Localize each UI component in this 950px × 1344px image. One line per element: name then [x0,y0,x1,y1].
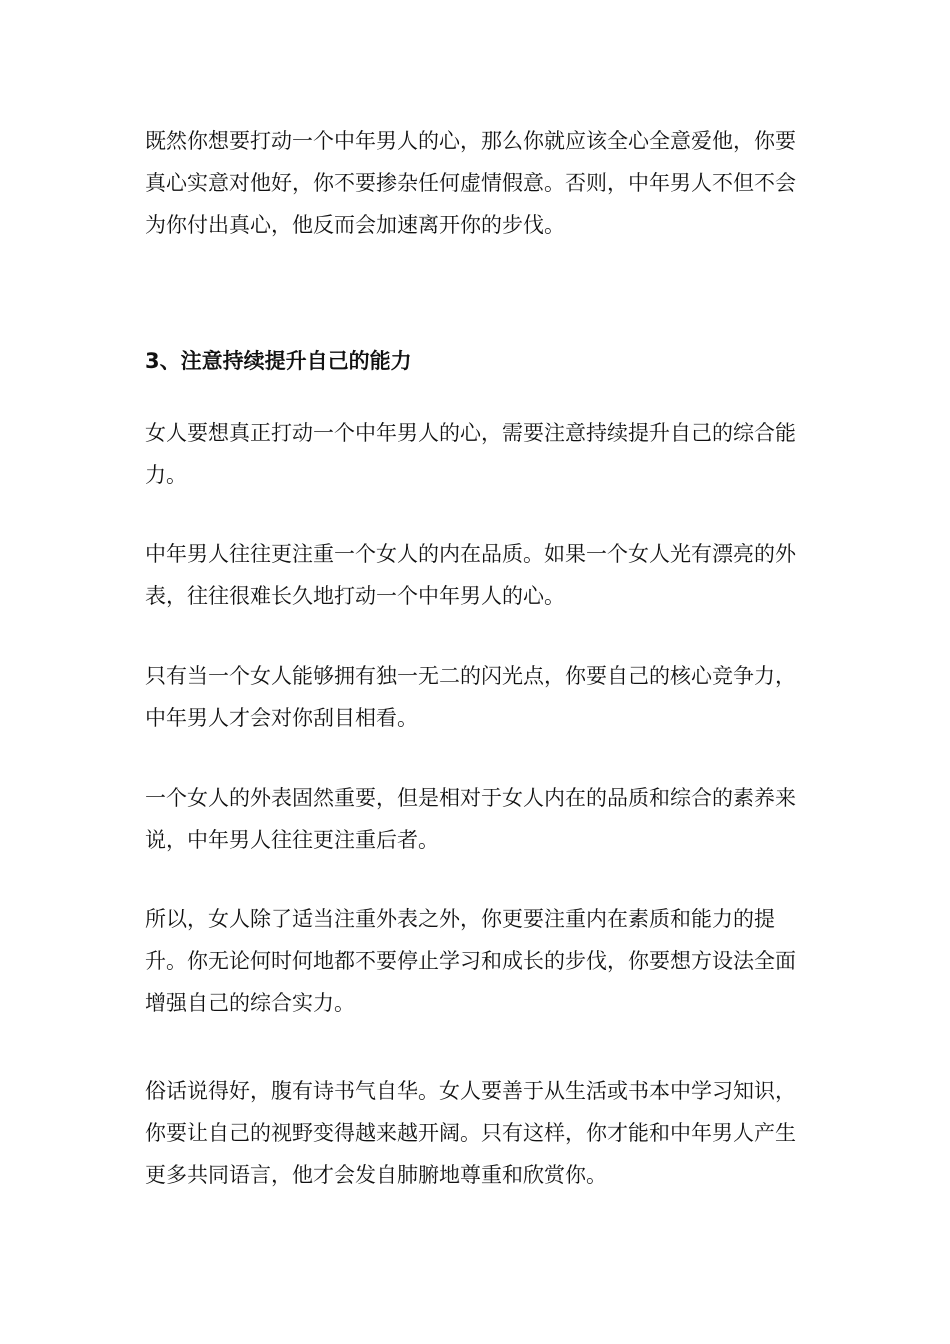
paragraph-4: 一个女人的外表固然重要，但是相对于女人内在的品质和综合的素养来说，中年男人往往更注重后者。 [145,786,796,852]
paragraph-2: 中年男人往往更注重一个女人的内在品质。如果一个女人光有漂亮的外表，往往很难长久地打动一个中年男人的心。 [145,542,796,608]
paragraph-5: 所以，女人除了适当注重外表之外，你更要注重内在素质和能力的提升。你无论何时何地都不要停止学习和成长的步伐，你要想方设法全面增强自己的综合实力。 [145,907,796,1015]
paragraph-1: 女人要想真正打动一个中年男人的心，需要注意持续提升自己的综合能力。 [145,421,796,487]
paragraph-3: 只有当一个女人能够拥有独一无二的闪光点，你要自己的核心竞争力，中年男人才会对你刮目相看。 [145,664,796,730]
paragraph-6: 俗话说得好，腹有诗书气自华。女人要善于从生活或书本中学习知识，你要让自己的视野变得越来越开阔。只有这样，你才能和中年男人产生更多共同语言，他才会发自肺腑地尊重和欣赏你。 [145,1079,796,1187]
intro-paragraph: 既然你想要打动一个中年男人的心，那么你就应该全心全意爱他，你要真心实意对他好，你不要掺杂任何虚情假意。否则，中年男人不但不会为你付出真心，他反而会加速离开你的步伐。 [145,129,796,237]
section-heading: 3、注意持续提升自己的能力 [145,349,412,373]
